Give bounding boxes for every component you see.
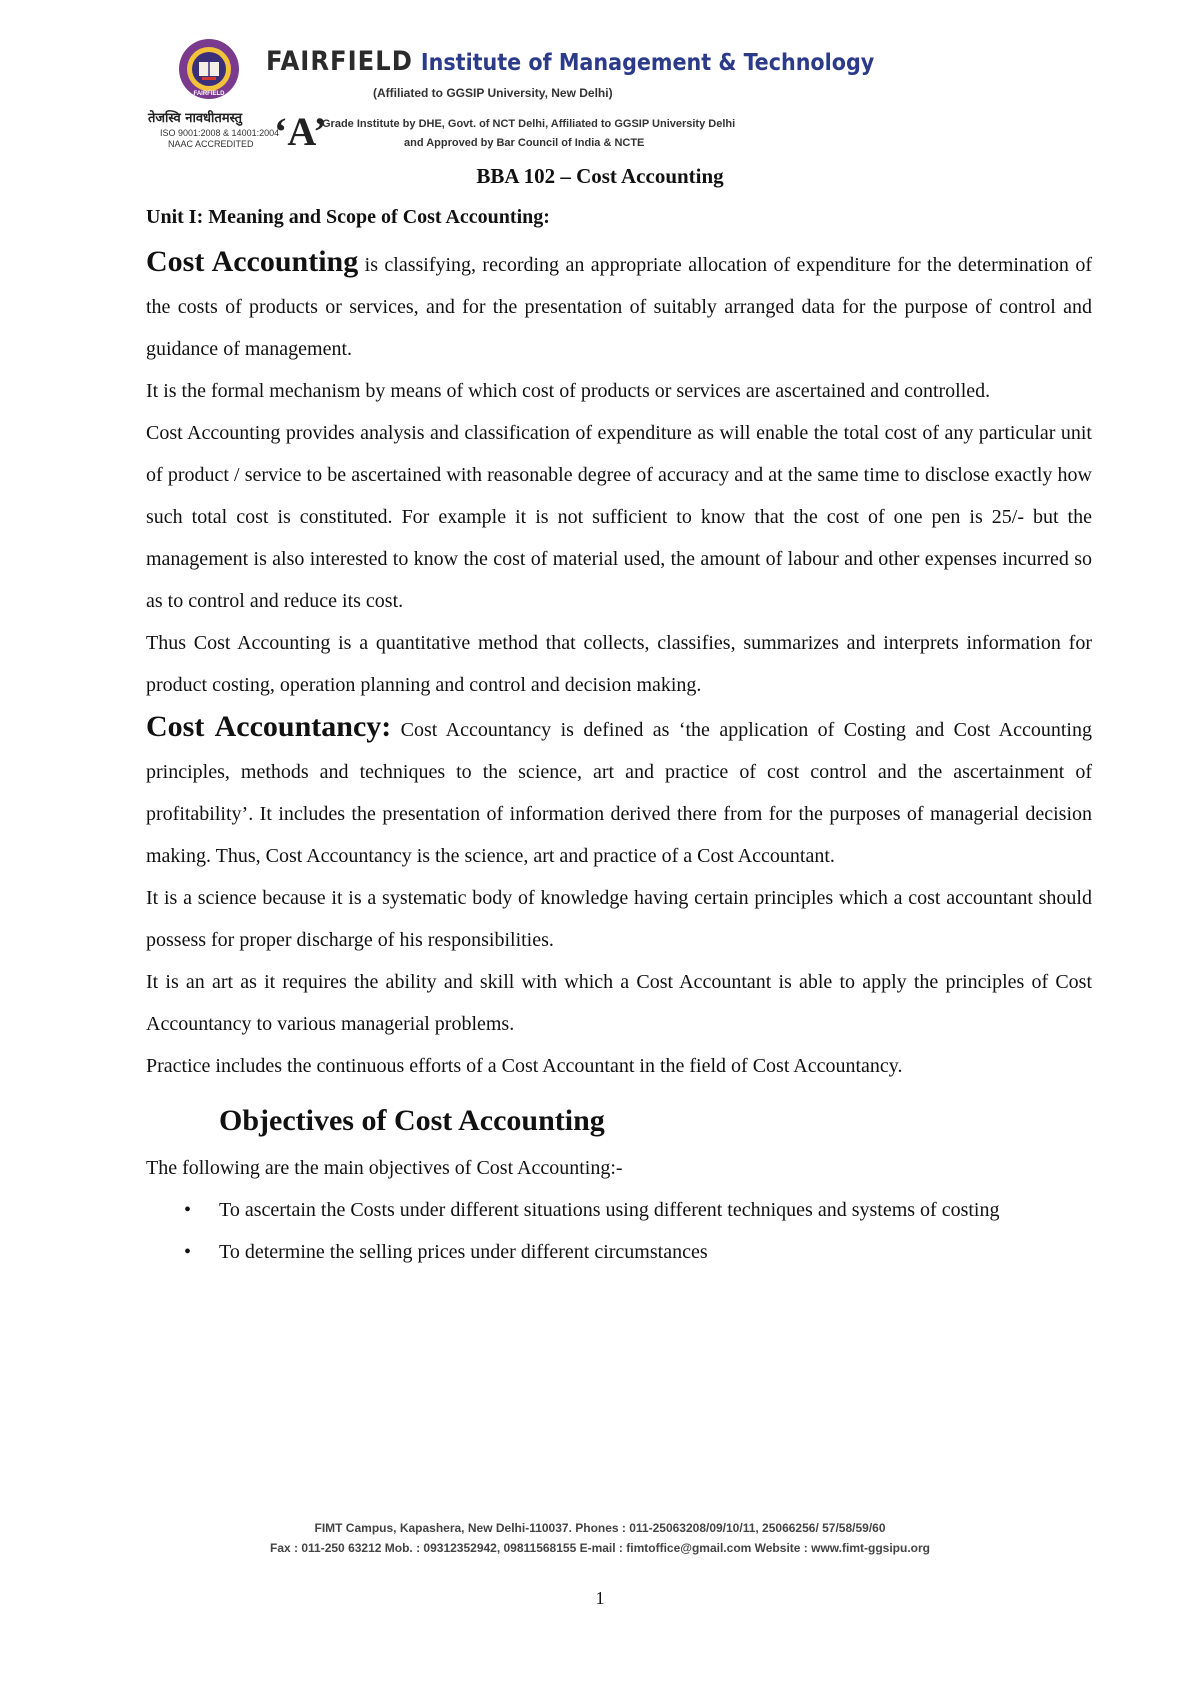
institute-name <box>266 46 874 77</box>
seal-motto: तेजस्वि नावधीतमस्तु <box>148 111 243 126</box>
paragraph: It is a science because it is a systematic body of knowledge having certain principles which a cost accountant should possess for proper discharge of his responsibilities. <box>146 887 1092 951</box>
paragraph: It is an art as it requires the ability and skill with which a Cost Accountant is able to apply the principles of Cost Accountancy to various managerial problems. <box>146 971 1092 1035</box>
list-item-text: To ascertain the Costs under different situations using different techniques and systems of costing <box>219 1199 1000 1221</box>
list-item <box>146 1231 1092 1273</box>
footer-contact: Fax : 011-250 63212 Mob. : 09312352942, 09811568155 E-mail : fimtoffice@gmail.com Website : www.fimt-ggsipu.org <box>270 1541 930 1555</box>
objectives-list <box>146 1189 1092 1273</box>
bullet-icon: • <box>184 1199 192 1221</box>
brand-subtitle: Institute of Management & Technology <box>420 50 875 76</box>
unit-title: Unit I: Meaning and Scope of Cost Accounting: <box>146 206 550 228</box>
paragraph: Practice includes the continuous efforts of a Cost Accountant in the field of Cost Accountancy. <box>146 1055 903 1077</box>
list-item <box>146 1189 1092 1231</box>
footer-address: FIMT Campus, Kapashera, New Delhi-110037. Phones : 011-25063208/09/10/11, 25066256/ 57/58/59/60 <box>314 1521 886 1535</box>
objectives-intro: The following are the main objectives of Cost Accounting:- <box>146 1157 623 1179</box>
affiliation-text: (Affiliated to GGSIP University, New Delhi) <box>373 86 613 100</box>
list-item-text: To determine the selling prices under different circumstances <box>219 1241 708 1263</box>
paragraph: Thus Cost Accounting is a quantitative method that collects, classifies, summarizes and interprets information for product costing, operation planning and control and decision making. <box>146 632 1092 696</box>
paragraph-text: is classifying, recording an appropriate allocation of expenditure for the determination of the costs of products or services, and for the presentation of suitably arranged data for the purpose of control and guidance of management. <box>146 254 1092 360</box>
iso-certification: ISO 9001:2008 & 14001:2004 <box>160 128 280 138</box>
grade-letter: ‘A’ <box>274 109 327 154</box>
paragraph: Cost Accounting provides analysis and classification of expenditure as will enable the total cost of any particular unit of product / service to be ascertained with reasonable degree of accuracy and at the same time to disclose exactly how such total cost is constituted. For example it is not sufficient to know that the cost of one pen is 25/- but the management is also interested to know the cost of material used, the amount of labour and other expenses incurred so as to control and reduce its cost. <box>146 422 1092 612</box>
naac-accreditation: NAAC ACCREDITED <box>168 139 254 149</box>
brand-name: FAIRFIELD <box>266 46 413 77</box>
letterhead <box>148 38 875 158</box>
document-body <box>146 202 1092 1273</box>
term-cost-accounting: Cost Accounting <box>146 245 359 278</box>
section-heading-objectives: Objectives of Cost Accounting <box>219 1104 605 1137</box>
institute-seal-logo <box>178 38 240 100</box>
term-cost-accountancy: Cost Accountancy: <box>146 710 392 743</box>
course-title: BBA 102 – Cost Accounting <box>476 164 724 188</box>
paragraph: It is the formal mechanism by means of which cost of products or services are ascertained and controlled. <box>146 380 991 402</box>
svg-text:FAIRFIELD: FAIRFIELD <box>193 91 225 97</box>
letterhead-footer <box>0 1518 1200 1558</box>
paragraph-accountancy <box>146 706 1092 877</box>
paragraph-text: Cost Accountancy is defined as ‘the application of Costing and Cost Accounting principles, methods and techniques to the science, art and practice of cost control and the ascertainment of profitability’. It includes the presentation of information derived there from for the purposes of managerial decision making. Thus, Cost Accountancy is the science, art and practice of a Cost Accountant. <box>146 719 1092 867</box>
paragraph-definition <box>146 241 1092 370</box>
bullet-icon: • <box>184 1241 192 1263</box>
grade-description: Grade Institute by DHE, Govt. of NCT Delhi, Affiliated to GGSIP University Delhi <box>322 118 736 130</box>
page-number: 1 <box>595 1588 605 1608</box>
approval-description: and Approved by Bar Council of India & NCTE <box>404 137 645 149</box>
